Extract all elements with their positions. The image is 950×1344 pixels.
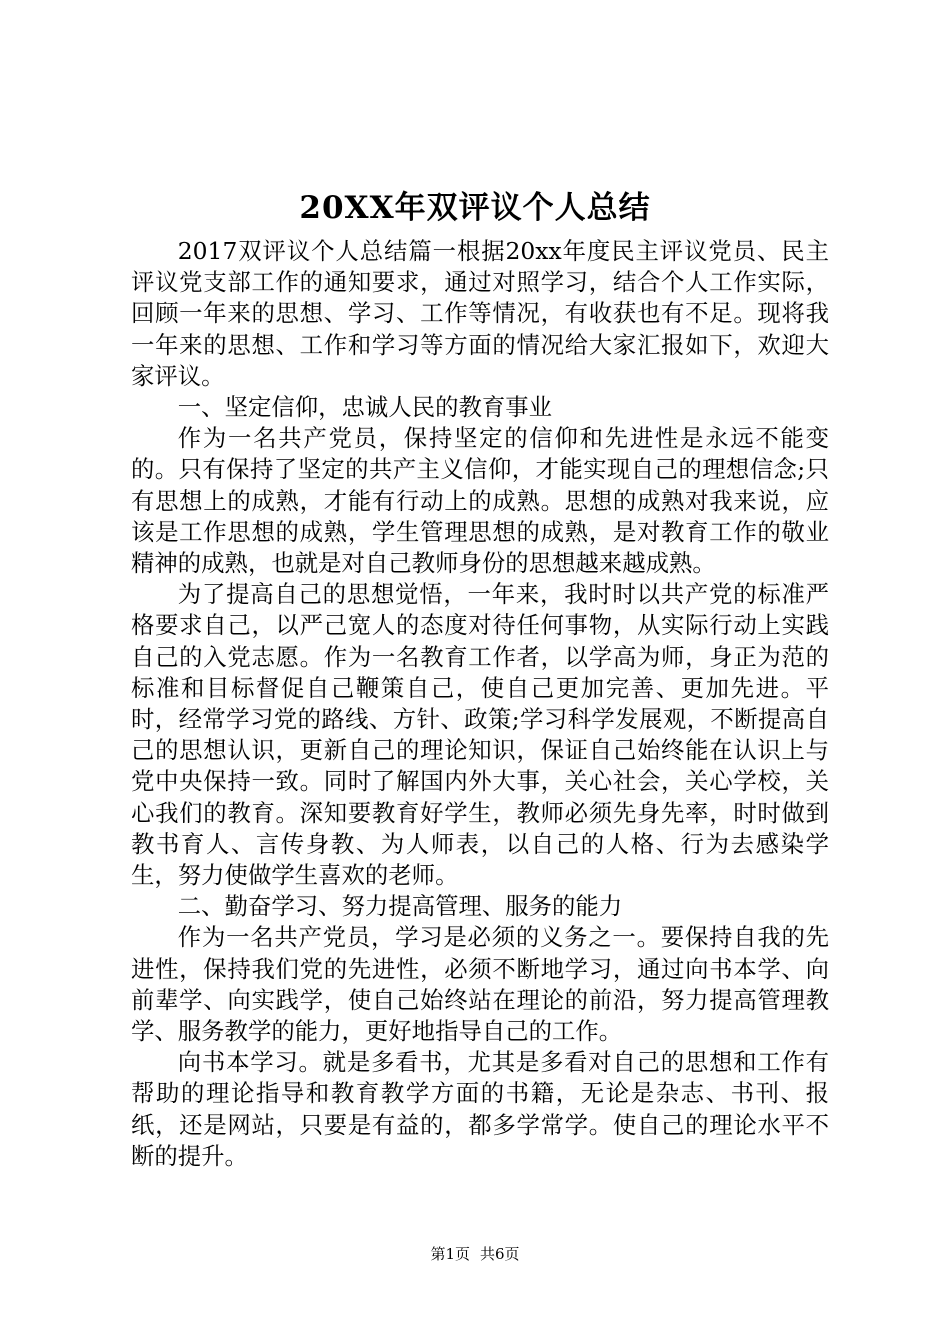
document-title: 20XX年双评议个人总结 <box>299 190 651 226</box>
paragraph-faith: 作为一名共产党员，保持坚定的信仰和先进性是永远不能变的。只有保持了坚定的共产主义信仰，才能实现自己的理想信念;只有思想上的成熟，才能有行动上的成熟。思想的成熟对我来说，应该是工作思想的成熟，学生管理思想的成熟，是对教育工作的敬业精神的成熟，也就是对自己教师身份的思想越来越成熟。 <box>131 424 829 578</box>
paragraph-awareness: 为了提高自己的思想觉悟，一年来，我时时以共产党的标准严格要求自己，以严己宽人的态度对待任何事物，从实际行动上实践自己的入党志愿。作为一名教育工作者，以学高为师，身正为范的标准和目标督促自己鞭策自己，使自己更加完善、更加先进。平时，经常学习党的路线、方针、政策;学习科学发展观，不断提高自己的思想认识，更新自己的理论知识，保证自己始终能在认识上与党中央保持一致。同时了解国内外大事，关心社会，关心学校，关心我们的教育。深知要教育好学生，教师必须先身先率，时时做到教书育人、言传身教、为人师表，以自己的人格、行为去感染学生，努力使做学生喜欢的老师。 <box>131 580 829 890</box>
page-number: 第1页 <box>430 1245 470 1263</box>
page-total: 共6页 <box>480 1245 520 1263</box>
document-body <box>131 236 829 1172</box>
section-heading-1: 一、坚定信仰，忠诚人民的教育事业 <box>177 393 553 422</box>
page-footer <box>0 1244 950 1264</box>
paragraph-books: 向书本学习。就是多看书，尤其是多看对自己的思想和工作有帮助的理论指导和教育教学方面的书籍，无论是杂志、书刊、报纸，还是网站，只要是有益的，都多学常学。使自己的理论水平不断的提升。 <box>131 1048 829 1170</box>
paragraph-intro: 2017双评议个人总结篇一根据20xx年度民主评议党员、民主评议党支部工作的通知要求，通过对照学习，结合个人工作实际，回顾一年来的思想、学习、工作等情况，有收获也有不足。现将我一年来的思想、工作和学习等方面的情况给大家汇报如下，欢迎大家评议。 <box>131 237 829 390</box>
section-heading-2: 二、勤奋学习、努力提高管理、服务的能力 <box>177 892 623 921</box>
paragraph-study: 作为一名共产党员，学习是必须的义务之一。要保持自我的先进性，保持我们党的先进性，必须不断地学习，通过向书本学、向前辈学、向实践学，使自己始终站在理论的前沿，努力提高管理教学、服务教学的能力，更好地指导自己的工作。 <box>131 923 829 1046</box>
